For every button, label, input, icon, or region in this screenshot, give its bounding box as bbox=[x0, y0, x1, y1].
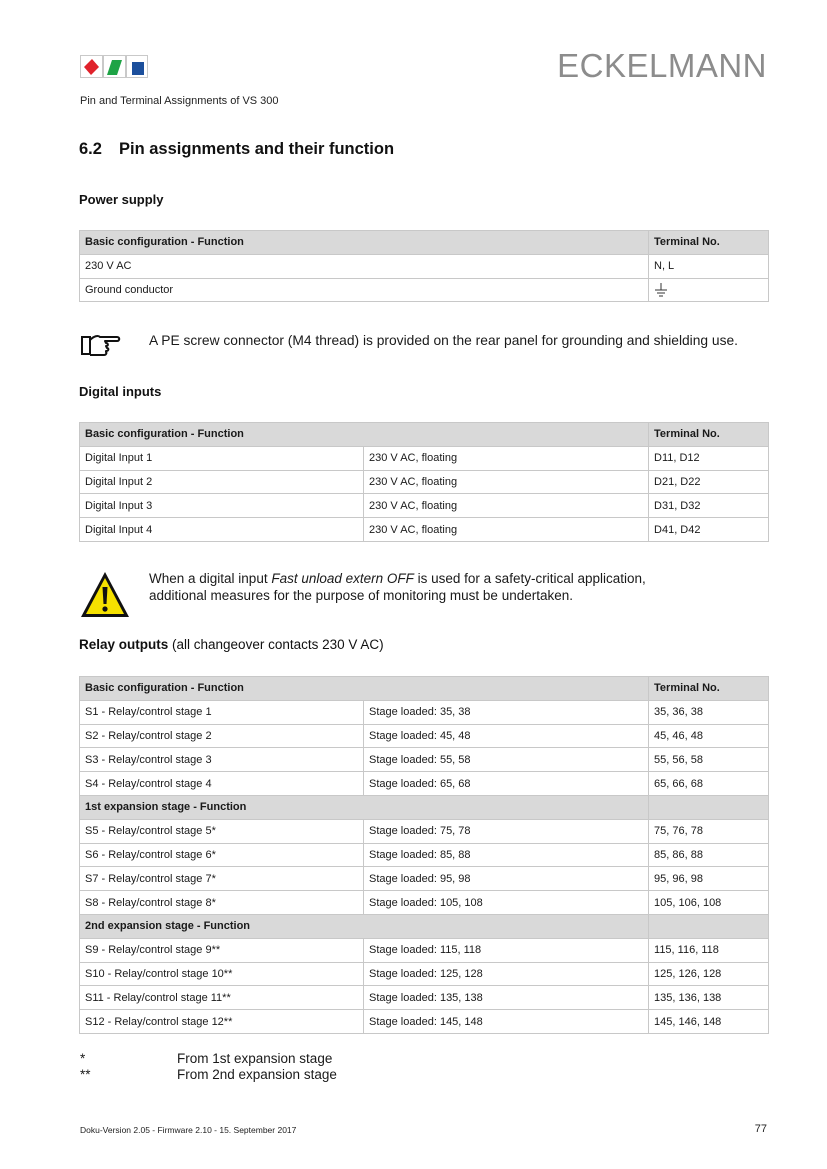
table-row bbox=[80, 962, 769, 986]
group-header-cell bbox=[649, 795, 769, 819]
table-cell: 125, 126, 128 bbox=[649, 962, 769, 986]
group-header-row bbox=[80, 914, 769, 938]
table-cell: 105, 106, 108 bbox=[649, 891, 769, 915]
table-cell: Stage loaded: 95, 98 bbox=[364, 867, 649, 891]
table-cell: Digital Input 2 bbox=[80, 470, 364, 494]
table-row bbox=[80, 470, 769, 494]
table-row bbox=[80, 748, 769, 772]
table-row bbox=[80, 772, 769, 796]
table-row bbox=[80, 494, 769, 518]
table-cell: Stage loaded: 105, 108 bbox=[364, 891, 649, 915]
table-cell: 230 V AC, floating bbox=[364, 494, 649, 518]
table-cell: Digital Input 1 bbox=[80, 446, 364, 470]
table-cell: 55, 56, 58 bbox=[649, 748, 769, 772]
warning-triangle-icon bbox=[79, 570, 131, 620]
section-title: Pin assignments and their function bbox=[119, 140, 395, 158]
table-cell: Stage loaded: 145, 148 bbox=[364, 1010, 649, 1034]
table-cell: S6 - Relay/control stage 6* bbox=[80, 843, 364, 867]
table-cell: Stage loaded: 135, 138 bbox=[364, 986, 649, 1010]
relay-outputs-heading-suffix: (all changeover contacts 230 V AC) bbox=[168, 637, 384, 652]
relay-outputs-table bbox=[79, 676, 769, 1034]
brand-wordmark: ECKELMANN bbox=[557, 47, 767, 84]
table-cell: 135, 136, 138 bbox=[649, 986, 769, 1010]
group-header-cell: 1st expansion stage - Function bbox=[80, 795, 649, 819]
table-header-row bbox=[80, 423, 769, 447]
table-cell: 145, 146, 148 bbox=[649, 1010, 769, 1034]
table-cell: 45, 46, 48 bbox=[649, 724, 769, 748]
table-cell: Digital Input 3 bbox=[80, 494, 364, 518]
header-cell: Terminal No. bbox=[649, 231, 769, 255]
table-row bbox=[80, 278, 769, 302]
table-cell: 65, 66, 68 bbox=[649, 772, 769, 796]
table-cell: 230 V AC bbox=[80, 254, 649, 278]
digital-inputs-table bbox=[79, 422, 769, 542]
group-header-cell bbox=[649, 914, 769, 938]
header-cell: Terminal No. bbox=[649, 677, 769, 701]
footnote-text: From 2nd expansion stage bbox=[177, 1067, 337, 1082]
table-cell: S1 - Relay/control stage 1 bbox=[80, 700, 364, 724]
warning-line-2: additional measures for the purpose of monitoring must be undertaken. bbox=[149, 588, 573, 603]
table-cell: S2 - Relay/control stage 2 bbox=[80, 724, 364, 748]
footnote-text: From 1st expansion stage bbox=[177, 1051, 333, 1066]
table-row bbox=[80, 254, 769, 278]
table-cell: D31, D32 bbox=[649, 494, 769, 518]
table-cell: Stage loaded: 125, 128 bbox=[364, 962, 649, 986]
table-cell: S5 - Relay/control stage 5* bbox=[80, 819, 364, 843]
table-cell: Stage loaded: 35, 38 bbox=[364, 700, 649, 724]
table-row bbox=[80, 843, 769, 867]
table-cell: 230 V AC, floating bbox=[364, 470, 649, 494]
section-number: 6.2 bbox=[79, 140, 102, 158]
table-cell: Stage loaded: 65, 68 bbox=[364, 772, 649, 796]
table-cell: S11 - Relay/control stage 11** bbox=[80, 986, 364, 1010]
warning-emphasis: Fast unload extern OFF bbox=[271, 571, 414, 586]
table-row bbox=[80, 867, 769, 891]
table-cell: S10 - Relay/control stage 10** bbox=[80, 962, 364, 986]
table-row bbox=[80, 1010, 769, 1034]
table-cell: S9 - Relay/control stage 9** bbox=[80, 938, 364, 962]
power-supply-heading: Power supply bbox=[79, 192, 164, 207]
table-cell: D21, D22 bbox=[649, 470, 769, 494]
footnote-symbol: ** bbox=[80, 1067, 91, 1082]
table-cell: 35, 36, 38 bbox=[649, 700, 769, 724]
table-row bbox=[80, 819, 769, 843]
table-cell: 230 V AC, floating bbox=[364, 518, 649, 542]
doc-version-footer: Doku-Version 2.05 - Firmware 2.10 - 15. September 2017 bbox=[80, 1125, 297, 1135]
table-row bbox=[80, 446, 769, 470]
table-cell: 85, 86, 88 bbox=[649, 843, 769, 867]
table-cell: Stage loaded: 75, 78 bbox=[364, 819, 649, 843]
table-cell: Stage loaded: 85, 88 bbox=[364, 843, 649, 867]
table-cell: 115, 116, 118 bbox=[649, 938, 769, 962]
power-supply-table bbox=[79, 230, 769, 302]
group-header-cell: 2nd expansion stage - Function bbox=[80, 914, 649, 938]
table-cell: S12 - Relay/control stage 12** bbox=[80, 1010, 364, 1034]
table-header-row bbox=[80, 677, 769, 701]
safety-warning-text bbox=[149, 570, 646, 604]
table-cell: 75, 76, 78 bbox=[649, 819, 769, 843]
table-row bbox=[80, 891, 769, 915]
table-cell: Digital Input 4 bbox=[80, 518, 364, 542]
relay-outputs-heading-bold: Relay outputs bbox=[79, 637, 169, 652]
running-title: Pin and Terminal Assignments of VS 300 bbox=[80, 95, 279, 107]
table-cell: D11, D12 bbox=[649, 446, 769, 470]
table-cell bbox=[649, 278, 769, 302]
table-row bbox=[80, 938, 769, 962]
table-cell: S8 - Relay/control stage 8* bbox=[80, 891, 364, 915]
table-cell: Stage loaded: 115, 118 bbox=[364, 938, 649, 962]
table-cell: 230 V AC, floating bbox=[364, 446, 649, 470]
header-cell: Basic configuration - Function bbox=[80, 423, 649, 447]
pe-connector-note: A PE screw connector (M4 thread) is provided on the rear panel for grounding and shielding use. bbox=[149, 333, 739, 348]
table-header-row bbox=[80, 231, 769, 255]
table-row bbox=[80, 724, 769, 748]
page-number: 77 bbox=[754, 1123, 767, 1135]
section-heading bbox=[79, 140, 394, 159]
ground-symbol-icon bbox=[654, 283, 668, 297]
warning-text-post: is used for a safety-critical application, bbox=[413, 571, 646, 586]
eckelmann-logo-icon bbox=[80, 55, 148, 80]
header-cell: Basic configuration - Function bbox=[80, 677, 649, 701]
table-cell: Ground conductor bbox=[80, 278, 649, 302]
table-cell: Stage loaded: 55, 58 bbox=[364, 748, 649, 772]
header-cell: Basic configuration - Function bbox=[80, 231, 649, 255]
table-row bbox=[80, 986, 769, 1010]
footnote-symbol: * bbox=[80, 1051, 86, 1066]
table-cell: Stage loaded: 45, 48 bbox=[364, 724, 649, 748]
warning-line-1 bbox=[149, 570, 646, 587]
table-cell: 95, 96, 98 bbox=[649, 867, 769, 891]
relay-outputs-heading bbox=[79, 637, 384, 652]
table-row bbox=[80, 700, 769, 724]
table-cell: S4 - Relay/control stage 4 bbox=[80, 772, 364, 796]
table-row bbox=[80, 518, 769, 542]
group-header-row bbox=[80, 795, 769, 819]
table-cell: S3 - Relay/control stage 3 bbox=[80, 748, 364, 772]
warning-text-pre: When a digital input bbox=[149, 571, 272, 586]
header-cell: Terminal No. bbox=[649, 423, 769, 447]
table-cell: D41, D42 bbox=[649, 518, 769, 542]
digital-inputs-heading: Digital inputs bbox=[79, 384, 162, 399]
table-cell: N, L bbox=[649, 254, 769, 278]
pointing-hand-icon bbox=[79, 333, 121, 357]
table-cell: S7 - Relay/control stage 7* bbox=[80, 867, 364, 891]
